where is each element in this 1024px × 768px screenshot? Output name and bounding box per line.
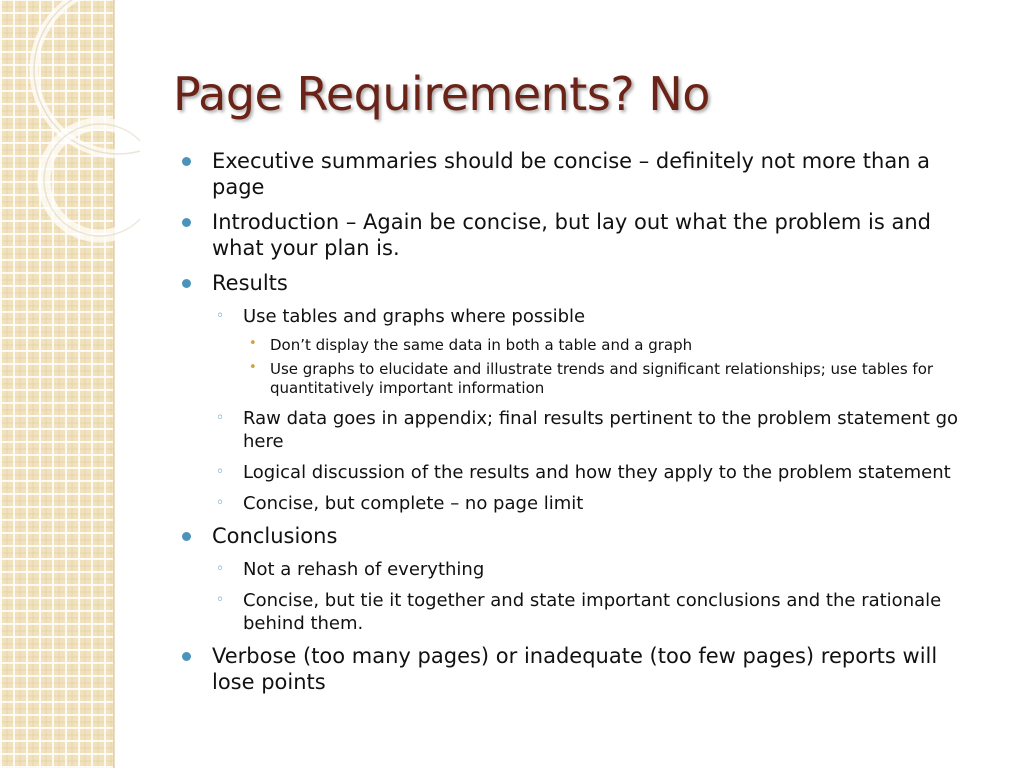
- ring-small: [44, 124, 140, 236]
- bullet-executive-summaries: [182, 148, 972, 200]
- sub-bullet-tables-graphs: [182, 305, 972, 328]
- bullet-dot-icon: [182, 218, 191, 227]
- bullet-dot-icon: [182, 652, 191, 661]
- sub-sub-bullet-text: Use graphs to elucidate and illustrate trends and significant relationships; use tables for quantitatively important information: [270, 360, 934, 397]
- bullet-list: [182, 148, 972, 704]
- sub-bullet-raw-data: [182, 407, 972, 453]
- bullet-dot-icon: [182, 279, 191, 288]
- bullet-text: Executive summaries should be concise – definitely not more than a page: [212, 149, 931, 199]
- decorative-rings: [0, 0, 140, 260]
- ring-bullet-icon: ◦: [216, 592, 225, 608]
- sub-bullet-text: Not a rehash of everything: [243, 559, 485, 580]
- sub-bullet-logical-discussion: [182, 461, 972, 484]
- bullet-conclusions: [182, 523, 972, 549]
- sub-bullet-text: Raw data goes in appendix; final results pertinent to the problem statement go here: [243, 408, 959, 452]
- sub-bullet-text: Use tables and graphs where possible: [243, 306, 586, 327]
- bullet-introduction: [182, 209, 972, 261]
- ring-bullet-icon: ◦: [216, 495, 225, 511]
- sub-bullet-not-rehash: [182, 558, 972, 581]
- bullet-results: [182, 270, 972, 296]
- ring-bullet-icon: ◦: [216, 464, 225, 480]
- ring-bullet-icon: ◦: [216, 561, 225, 577]
- bullet-text: Conclusions: [212, 524, 338, 548]
- slide-title: Page Requirements? No: [173, 67, 710, 121]
- sub-sub-bullet-use-graphs: [182, 360, 972, 398]
- sub-bullet-text: Logical discussion of the results and how they apply to the problem statement: [243, 462, 951, 483]
- star-bullet-icon: •: [249, 336, 257, 351]
- bullet-dot-icon: [182, 157, 191, 166]
- bullet-text: Verbose (too many pages) or inadequate (too few pages) reports will lose points: [212, 644, 938, 694]
- star-bullet-icon: •: [249, 360, 257, 375]
- bullet-verbose-inadequate: [182, 643, 972, 695]
- sub-bullet-text: Concise, but complete – no page limit: [243, 493, 584, 514]
- sub-sub-bullet-dont-display: [182, 336, 972, 355]
- bullet-text: Results: [212, 271, 288, 295]
- sub-bullet-tie-together: [182, 589, 972, 635]
- sub-bullet-concise-complete: [182, 492, 972, 515]
- sub-bullet-text: Concise, but tie it together and state important conclusions and the rationale behind them.: [243, 590, 942, 634]
- ring-bullet-icon: ◦: [216, 410, 225, 426]
- ring-bullet-icon: ◦: [216, 308, 225, 324]
- bullet-dot-icon: [182, 532, 191, 541]
- bullet-text: Introduction – Again be concise, but lay out what the problem is and what your plan is.: [212, 210, 931, 260]
- sub-sub-bullet-text: Don’t display the same data in both a table and a graph: [270, 336, 693, 354]
